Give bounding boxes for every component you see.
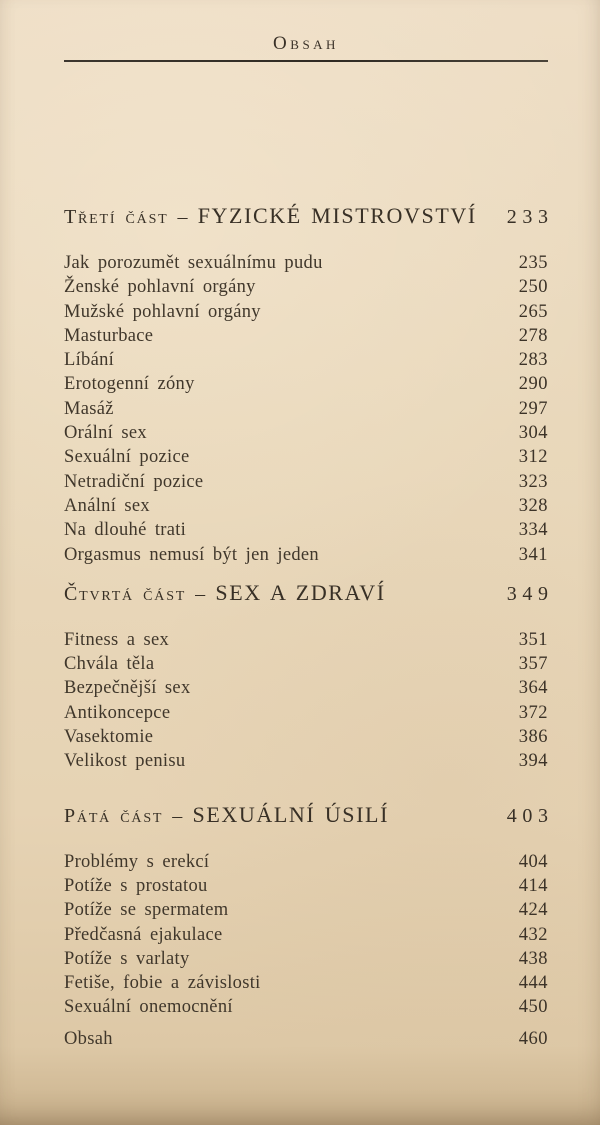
section-entries: [64, 850, 548, 1020]
toc-entry: [64, 543, 548, 567]
entry-label: Potíže s varlaty: [64, 948, 190, 969]
toc-entry: [64, 676, 548, 700]
entry-page-number: 278: [518, 325, 548, 346]
entry-label: Bezpečnější sex: [64, 678, 191, 699]
entry-page-number: 290: [518, 374, 548, 395]
entry-label: Velikost penisu: [64, 751, 186, 772]
section-heading: [64, 579, 554, 609]
toc-section: [64, 579, 554, 774]
entry-page-number: 394: [518, 751, 548, 772]
entry-label: Fitness a sex: [64, 629, 170, 650]
section-heading: [64, 202, 554, 232]
section-entries: [64, 628, 548, 774]
entry-page-number: 297: [518, 398, 548, 419]
entry-label: Chvála těla: [64, 654, 155, 675]
entry-page-number: 444: [518, 973, 548, 994]
section-title-separator: –: [177, 206, 189, 228]
entry-label: Sexuální onemocnění: [64, 997, 233, 1018]
entry-label: Předčasná ejakulace: [64, 924, 223, 945]
section-heading: [64, 801, 554, 831]
toc-entry: [64, 628, 548, 652]
entry-label: Orální sex: [64, 423, 147, 444]
entry-page-number: 334: [518, 520, 548, 541]
entry-label: Na dlouhé trati: [64, 520, 187, 541]
toc-entry: [64, 923, 548, 947]
section-part-name: Čtvrtá část: [64, 582, 187, 605]
toc-entry: [64, 749, 548, 773]
running-head-title: Obsah: [273, 33, 339, 54]
toc-section: [64, 801, 554, 1020]
entry-label: Vasektomie: [64, 727, 154, 748]
entry-label: Mužské pohlavní orgány: [64, 301, 261, 322]
entry-page-number: 323: [518, 471, 548, 492]
entry-page-number: 235: [518, 253, 548, 273]
section-page-number: 233: [506, 206, 554, 228]
entry-page-number: 450: [518, 997, 548, 1018]
toc-entry: [64, 494, 548, 518]
entry-label: Netradiční pozice: [64, 471, 204, 492]
toc-entry: [64, 518, 548, 542]
section-title-separator: –: [172, 804, 184, 827]
page-content: [64, 0, 554, 1051]
entry-label: Masáž: [64, 398, 114, 419]
entry-page-number: 250: [518, 277, 548, 298]
section-part-name: Třetí část: [64, 206, 169, 228]
toc-sections: [64, 202, 554, 1020]
entry-page-number: 351: [518, 629, 548, 650]
entry-page-number: 404: [518, 851, 548, 872]
entry-page-number: 414: [518, 875, 548, 896]
toc-entry: [64, 275, 548, 299]
entry-label: Masturbace: [64, 325, 154, 346]
toc-entry: [64, 445, 548, 469]
toc-entry: [64, 470, 548, 494]
toc-entry: [64, 652, 548, 676]
entry-label: Potíže se spermatem: [64, 900, 229, 921]
toc-entry-obsah: [64, 1027, 548, 1051]
entry-page-number: 283: [518, 350, 548, 371]
toc-entry: [64, 324, 548, 348]
entry-page-number: 372: [518, 702, 548, 723]
entry-page-number: 364: [518, 678, 548, 699]
section-title: [64, 202, 477, 232]
section-title: [64, 801, 389, 831]
entry-label: Jak porozumět sexuálnímu pudu: [64, 253, 323, 273]
section-title: [64, 579, 386, 609]
section-subject: SEXUÁLNÍ ÚSILÍ: [192, 801, 390, 827]
entry-label: Fetiše, fobie a závislosti: [64, 973, 261, 994]
entry-label: Líbání: [64, 350, 115, 371]
entry-page-number: 460: [518, 1028, 548, 1049]
toc-entry: [64, 947, 548, 971]
header-rule-divider: [64, 60, 548, 62]
entry-label: Sexuální pozice: [64, 447, 190, 468]
entry-label: Obsah: [64, 1028, 113, 1049]
entry-page-number: 341: [518, 544, 548, 565]
toc-entry: [64, 701, 548, 725]
entry-page-number: 304: [518, 423, 548, 444]
entry-page-number: 424: [518, 900, 548, 921]
entry-label: Orgasmus nemusí být jen jeden: [64, 544, 319, 565]
section-title-separator: –: [195, 582, 207, 605]
toc-entry: [64, 971, 548, 995]
section-part-name: Pátá část: [64, 804, 164, 827]
toc-entry: [64, 372, 548, 396]
entry-label: Antikoncepce: [64, 702, 171, 723]
toc-entry: [64, 348, 548, 372]
toc-entry: [64, 874, 548, 898]
entry-page-number: 438: [518, 948, 548, 969]
section-page-number: 349: [506, 582, 554, 605]
section-entries: [64, 251, 548, 567]
toc-entry: [64, 995, 548, 1019]
section-subject: FYZICKÉ MISTROVSTVÍ: [197, 203, 477, 228]
entry-page-number: 357: [518, 654, 548, 675]
toc-entry: [64, 251, 548, 275]
entry-page-number: 312: [518, 447, 548, 468]
entry-label: Potíže s prostatou: [64, 875, 208, 896]
toc-entry: [64, 898, 548, 922]
entry-label: Problémy s erekcí: [64, 851, 210, 872]
entry-label: Ženské pohlavní orgány: [64, 277, 256, 298]
section-page-number: 403: [506, 804, 554, 827]
toc-entry: [64, 421, 548, 445]
entry-page-number: 432: [518, 924, 548, 945]
toc-section: [64, 202, 554, 567]
toc-entry: [64, 725, 548, 749]
entry-page-number: 386: [518, 727, 548, 748]
toc-entry: [64, 300, 548, 324]
toc-entry: [64, 850, 548, 874]
entry-label: Erotogenní zóny: [64, 374, 195, 395]
toc-entry: [64, 397, 548, 421]
entry-page-number: 328: [518, 495, 548, 516]
entry-label: Anální sex: [64, 495, 150, 516]
entry-page-number: 265: [518, 301, 548, 322]
section-subject: SEX A ZDRAVÍ: [215, 579, 386, 605]
